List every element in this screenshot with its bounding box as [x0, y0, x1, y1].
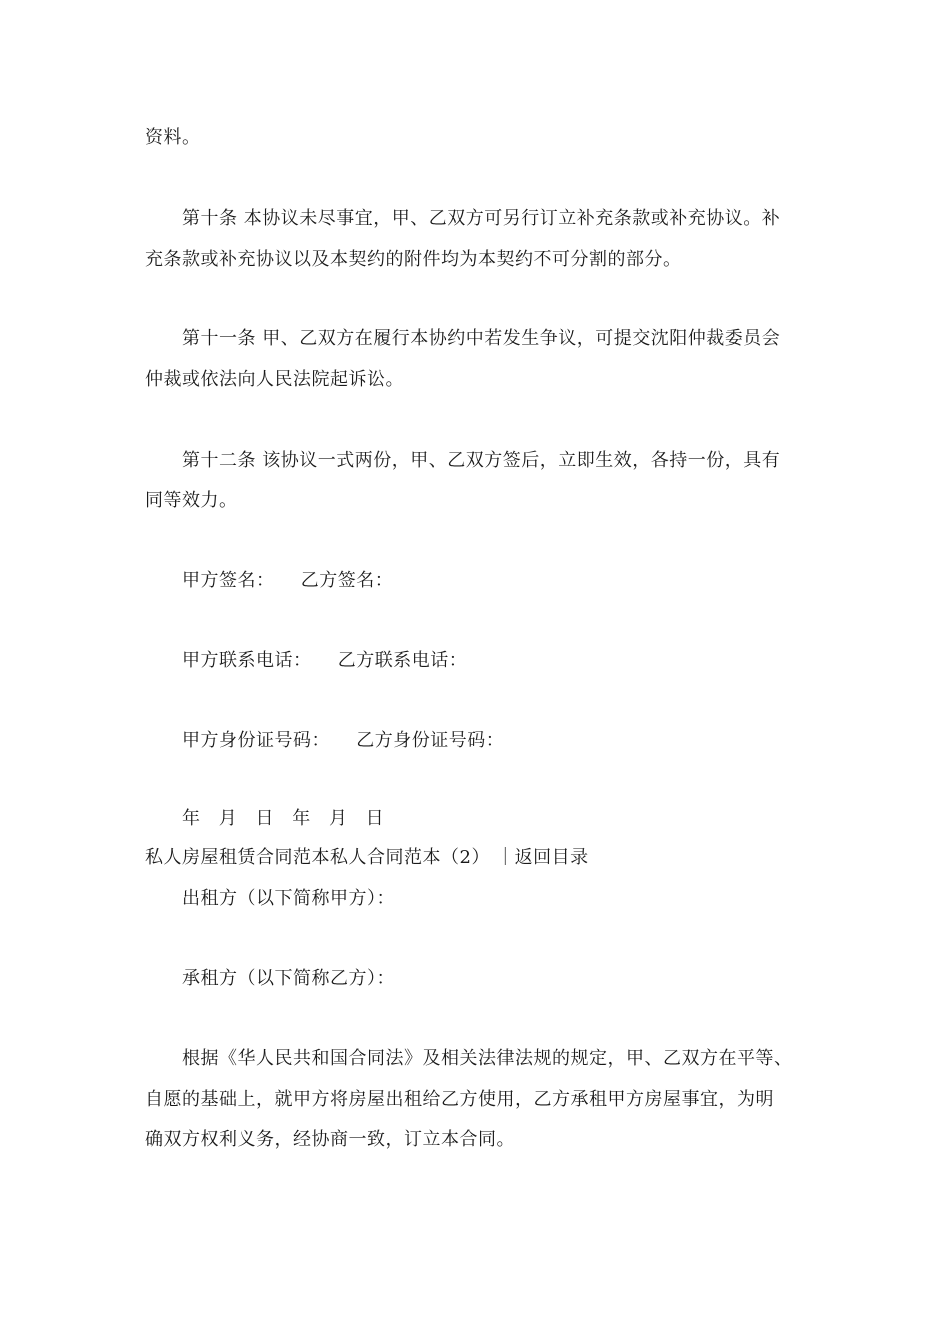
id-number-line — [182, 729, 504, 753]
article-10-line-2: 充条款或补充协议以及本契约的附件均为本契约不可分割的部分。 — [145, 249, 682, 270]
date-month-a: 月 — [218, 808, 238, 829]
intro-line-2: 自愿的基础上，就甲方将房屋出租给乙方使用，乙方承租甲方房屋事宜，为明 — [145, 1089, 774, 1110]
article-10-line-1: 第十条 本协议未尽事宜，甲、乙双方可另行订立补充条款或补充协议。补 — [182, 208, 781, 229]
party-b-phone-label: 乙方联系电话： — [337, 650, 468, 671]
lessor-line: 出租方（以下简称甲方）： — [182, 888, 395, 909]
back-to-contents-link[interactable]: ｜返回目录 — [496, 847, 589, 868]
party-b-id-label: 乙方身份证号码： — [356, 730, 505, 751]
date-month-b: 月 — [328, 808, 348, 829]
party-a-id-label: 甲方身份证号码： — [182, 730, 330, 751]
party-a-phone-label: 甲方联系电话： — [182, 650, 312, 671]
date-year-b: 年 — [292, 808, 311, 829]
intro-line-1: 根据《华人民共和国合同法》及相关法律法规的规定，甲、乙双方在平等、 — [182, 1048, 793, 1069]
date-year-a: 年 — [182, 808, 201, 829]
article-11-line-2: 仲裁或依法向人民法院起诉讼。 — [145, 369, 404, 390]
date-day-a: 日 — [255, 808, 274, 829]
lessee-line: 承租方（以下简称乙方）： — [182, 968, 395, 989]
phone-line — [182, 649, 467, 673]
article-11-line-1: 第十一条 甲、乙双方在履行本协约中若发生争议，可提交沈阳仲裁委员会 — [182, 328, 781, 349]
intro-line-3: 确双方权利义务，经协商一致，订立本合同。 — [145, 1129, 515, 1150]
continued-paragraph: 资料。 — [145, 127, 201, 148]
section-title-line — [145, 846, 589, 870]
signature-line — [182, 569, 393, 593]
party-b-signature-label: 乙方签名： — [300, 570, 394, 591]
article-12-line-1: 第十二条 该协议一式两份，甲、乙双方签后，立即生效，各持一份，具有 — [182, 450, 781, 471]
date-line — [182, 807, 396, 831]
article-12-line-2: 同等效力。 — [145, 490, 238, 511]
date-day-b: 日 — [365, 808, 385, 829]
party-a-signature-label: 甲方签名： — [182, 570, 275, 591]
section-title: 私人房屋租赁合同范本私人合同范本（2） — [145, 847, 490, 868]
